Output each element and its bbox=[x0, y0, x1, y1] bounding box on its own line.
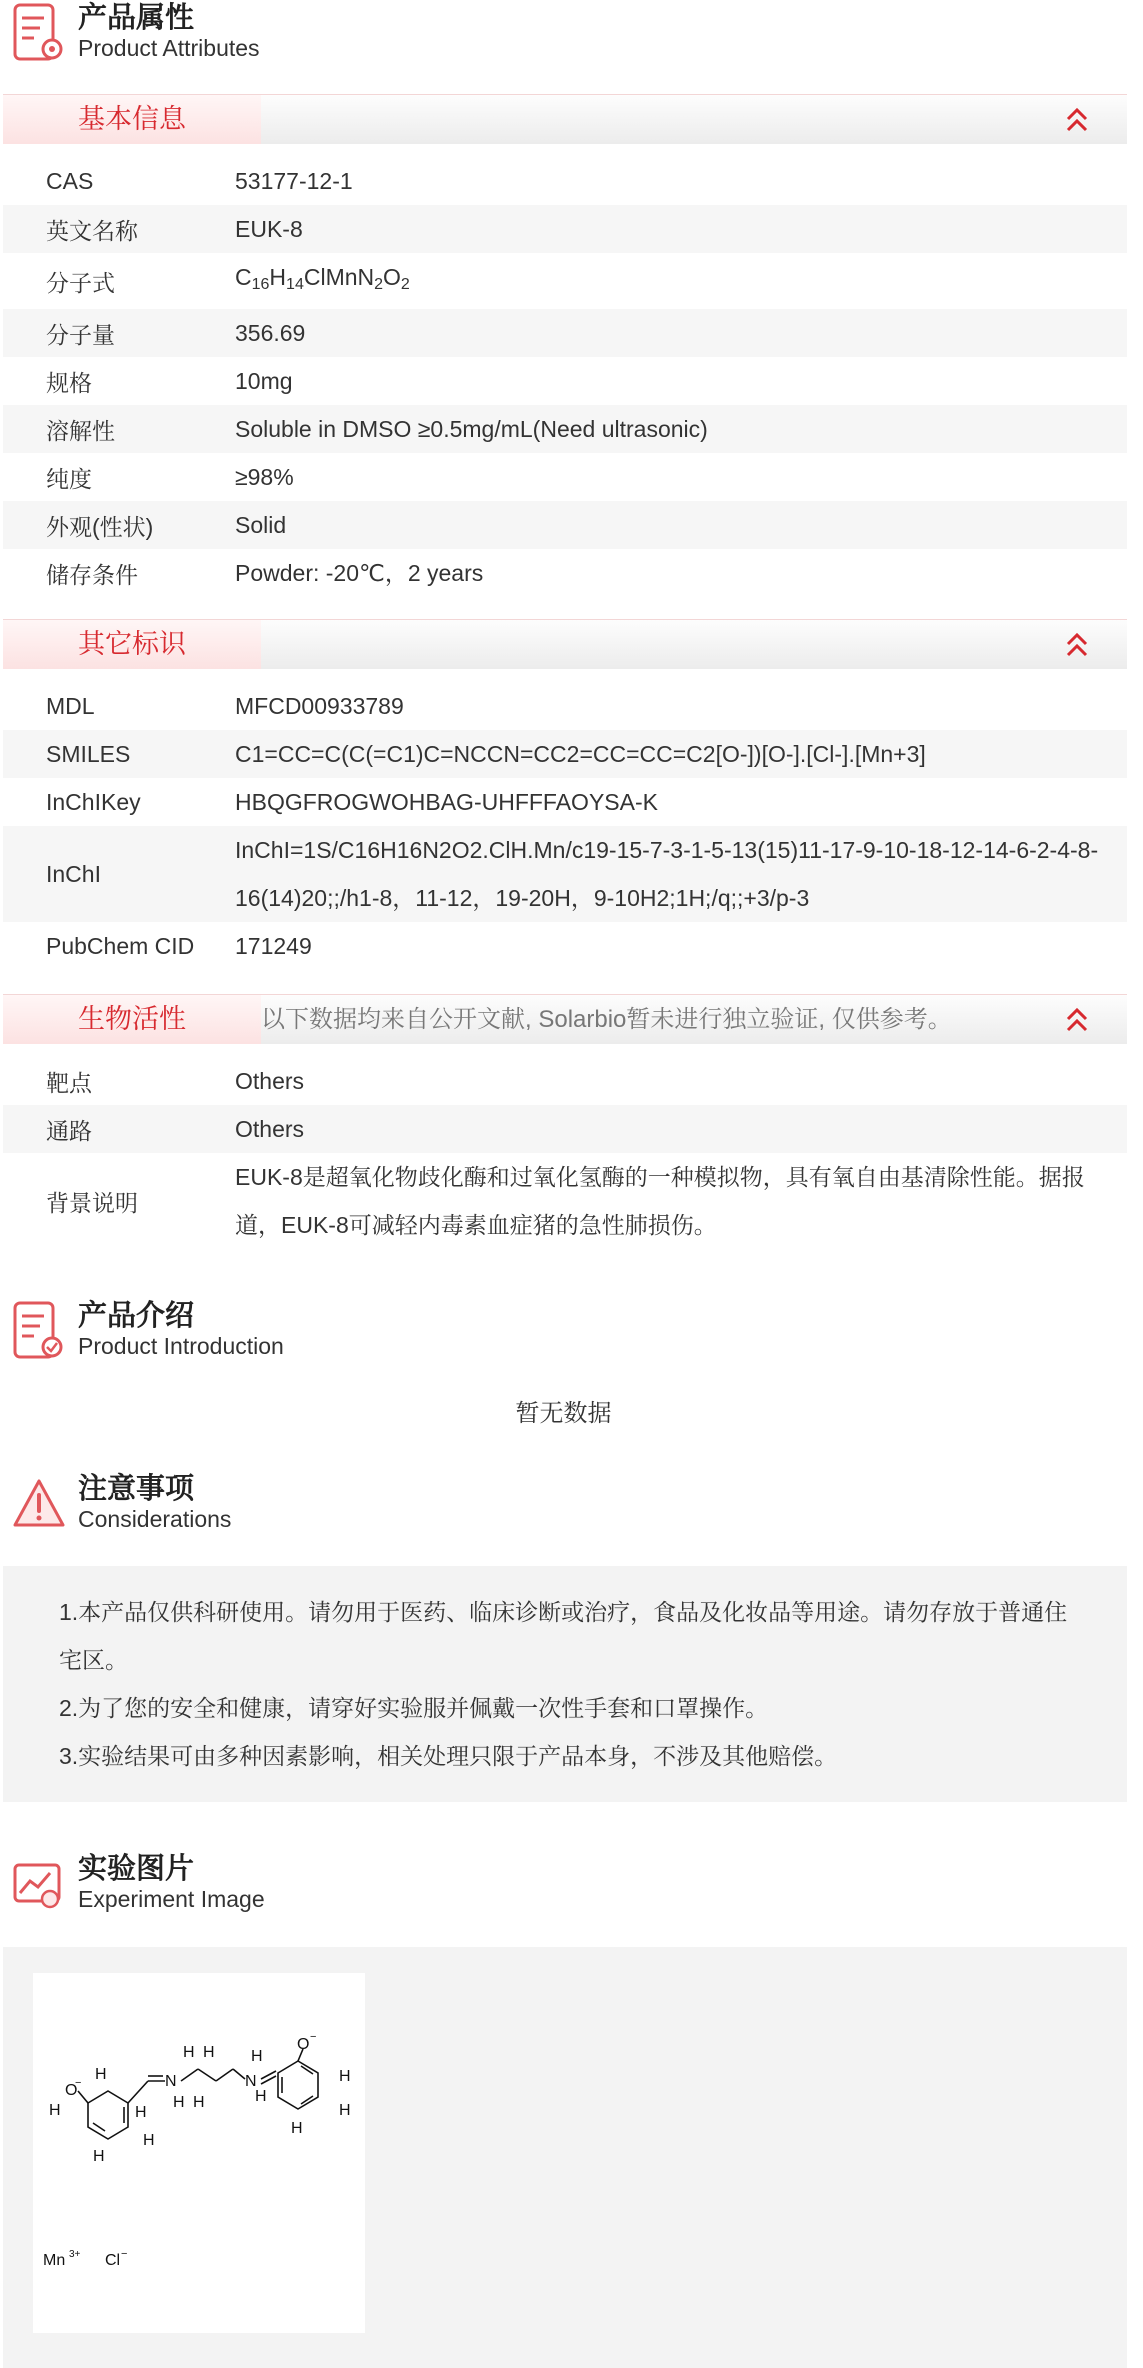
hydrogen-label: H bbox=[193, 2094, 205, 2111]
row-key: 规格 bbox=[46, 369, 92, 396]
hydrogen-label: H bbox=[183, 2044, 195, 2061]
hydrogen-label: H bbox=[95, 2066, 107, 2083]
table-row bbox=[3, 501, 1127, 549]
oxygen-label: O bbox=[65, 2082, 78, 2099]
charge-label: − bbox=[121, 2248, 128, 2260]
row-value: HBQGFROGWOHBAG-UHFFFAOYSA-K bbox=[235, 789, 658, 815]
image-chart-icon bbox=[12, 1853, 66, 1915]
row-key: 溶解性 bbox=[46, 417, 115, 444]
row-value: MFCD00933789 bbox=[235, 693, 404, 719]
table-row bbox=[3, 453, 1127, 501]
row-value: 171249 bbox=[235, 933, 312, 959]
table-row bbox=[3, 1153, 1127, 1249]
hydrogen-label: H bbox=[143, 2132, 155, 2149]
molecular-formula: $C_{16}H_{14}ClMnN_2O_2$ bbox=[235, 264, 410, 293]
row-key: 通路 bbox=[46, 1117, 92, 1144]
other-ids-table bbox=[3, 682, 1127, 970]
experiment-image-box bbox=[3, 1947, 1127, 2368]
row-key: 靶点 bbox=[46, 1069, 92, 1096]
section-title-cn: 产品属性 bbox=[78, 2, 195, 34]
collapse-chevron-up-icon[interactable] bbox=[1065, 632, 1089, 658]
table-row bbox=[3, 922, 1127, 970]
table-row bbox=[3, 1105, 1127, 1153]
warning-icon bbox=[12, 1473, 66, 1535]
row-key: 储存条件 bbox=[46, 561, 138, 588]
basic-info-table bbox=[3, 157, 1127, 597]
table-row bbox=[3, 253, 1127, 309]
oxygen-label: O bbox=[297, 2036, 310, 2053]
section-title-en: Product Introduction bbox=[78, 1333, 284, 1359]
nitrogen-label: N bbox=[165, 2073, 177, 2090]
chemical-structure bbox=[33, 1973, 365, 2333]
row-value: Solid bbox=[235, 512, 287, 538]
hydrogen-label: H bbox=[135, 2104, 147, 2121]
row-value: Soluble in DMSO ≥0.5mg/mL(Need ultrasonic) bbox=[235, 416, 708, 442]
row-key: InChIKey bbox=[46, 788, 141, 815]
hydrogen-label: H bbox=[203, 2044, 215, 2061]
hydrogen-label: H bbox=[173, 2094, 185, 2111]
hydrogen-label: H bbox=[339, 2068, 351, 2085]
bio-activity-bar[interactable] bbox=[3, 994, 1127, 1044]
hydrogen-label: H bbox=[93, 2148, 105, 2165]
table-row bbox=[3, 682, 1127, 730]
other-ids-bar[interactable] bbox=[3, 619, 1127, 669]
collapse-chevron-up-icon[interactable] bbox=[1065, 1007, 1089, 1033]
basic-info-bar[interactable] bbox=[3, 94, 1127, 144]
basic-info-tab[interactable]: 基本信息 bbox=[3, 95, 261, 144]
row-value: C1=CC=C(C(=C1)C=NCCN=CC2=CC=CC=C2[O-])[O-].[Cl-].[Mn+3] bbox=[235, 741, 926, 767]
section-title-cn: 注意事项 bbox=[78, 1473, 195, 1505]
row-value: Others bbox=[235, 1068, 305, 1094]
considerations-box bbox=[3, 1566, 1127, 1802]
charge-label: − bbox=[75, 2077, 82, 2089]
row-value: EUK-8 bbox=[235, 216, 303, 242]
row-value: 10mg bbox=[235, 368, 293, 394]
row-value: EUK-8是超氧化物歧化酶和过氧化氢酶的一种模拟物，具有氧自由基清除性能。据报道，EUK-8可减轻内毒素血症猪的急性肺损伤。 bbox=[235, 1164, 1085, 1238]
consideration-item: 2.为了您的安全和健康，请穿好实验服并佩戴一次性手套和口罩操作。 bbox=[59, 1695, 769, 1721]
section-title-cn: 实验图片 bbox=[78, 1853, 195, 1885]
charge-label: − bbox=[310, 2031, 317, 2043]
row-value: 356.69 bbox=[235, 320, 306, 346]
row-key: 纯度 bbox=[46, 465, 92, 492]
row-key: 分子量 bbox=[46, 321, 115, 348]
row-value: InChI=1S/C16H16N2O2.ClH.Mn/c19-15-7-3-1-5-13(15)11-17-9-10-18-12-14-6-2-4-8-16(14)20;;/h1-8，11-12，19-20H，9-10H2;1H;/q;;+3/p-3 bbox=[235, 837, 1099, 911]
table-row bbox=[3, 826, 1127, 922]
table-row bbox=[3, 309, 1127, 357]
bio-activity-table bbox=[3, 1057, 1127, 1249]
hydrogen-label: H bbox=[251, 2048, 263, 2065]
row-value: Others bbox=[235, 1116, 305, 1142]
row-key: MDL bbox=[46, 692, 95, 719]
row-value: Powder: -20℃，2 years bbox=[235, 560, 484, 586]
row-value: ≥98% bbox=[235, 464, 294, 490]
consideration-item: 3.实验结果可由多种因素影响，相关处理只限于产品本身，不涉及其他赔偿。 bbox=[59, 1743, 838, 1769]
document-gear-icon bbox=[12, 2, 66, 64]
row-value: 53177-12-1 bbox=[235, 168, 353, 194]
collapse-chevron-up-icon[interactable] bbox=[1065, 107, 1089, 133]
section-title-en: Considerations bbox=[78, 1506, 232, 1532]
experiment-image-header bbox=[12, 1853, 265, 1923]
table-row bbox=[3, 157, 1127, 205]
table-row bbox=[3, 1057, 1127, 1105]
row-key: 分子式 bbox=[46, 269, 115, 296]
section-title-cn: 产品介绍 bbox=[78, 1300, 195, 1332]
row-key: 外观(性状) bbox=[46, 513, 154, 540]
chloride-label: Cl bbox=[105, 2252, 121, 2269]
row-key: 背景说明 bbox=[46, 1189, 138, 1216]
hydrogen-label: H bbox=[255, 2088, 267, 2105]
charge-label: 3+ bbox=[69, 2249, 81, 2260]
structure-image[interactable] bbox=[33, 1973, 365, 2333]
table-row bbox=[3, 357, 1127, 405]
manganese-label: Mn bbox=[43, 2252, 66, 2269]
table-row bbox=[3, 405, 1127, 453]
table-row bbox=[3, 778, 1127, 826]
disclaimer-note: 以下数据均来自公开文献, Solarbio暂未进行独立验证, 仅供参考。 bbox=[261, 1006, 952, 1033]
product-introduction-header bbox=[12, 1300, 284, 1370]
considerations-header bbox=[12, 1473, 231, 1543]
product-attributes-header bbox=[12, 2, 260, 72]
table-row bbox=[3, 549, 1127, 597]
row-key: 英文名称 bbox=[46, 217, 138, 244]
hydrogen-label: H bbox=[291, 2120, 303, 2137]
consideration-item: 1.本产品仅供科研使用。请勿用于医药、临床诊断或治疗，食品及化妆品等用途。请勿存放于普通住宅区。 bbox=[59, 1599, 1068, 1673]
no-data-text: 暂无数据 bbox=[515, 1400, 612, 1427]
document-check-icon bbox=[12, 1300, 66, 1362]
other-ids-tab[interactable]: 其它标识 bbox=[3, 620, 261, 669]
table-row bbox=[3, 730, 1127, 778]
section-title-en: Experiment Image bbox=[78, 1886, 265, 1912]
row-key: PubChem CID bbox=[46, 932, 195, 959]
table-row bbox=[3, 205, 1127, 253]
nitrogen-label: N bbox=[245, 2073, 257, 2090]
hydrogen-label: H bbox=[339, 2102, 351, 2119]
row-key: CAS bbox=[46, 167, 94, 194]
section-title-en: Product Attributes bbox=[78, 35, 260, 61]
row-key: SMILES bbox=[46, 740, 131, 767]
hydrogen-label: H bbox=[49, 2102, 61, 2119]
row-key: InChI bbox=[46, 860, 101, 887]
bio-activity-tab[interactable]: 生物活性 bbox=[3, 995, 261, 1044]
